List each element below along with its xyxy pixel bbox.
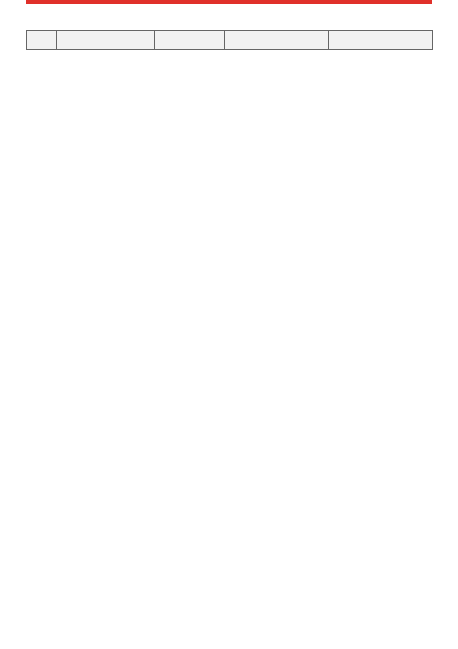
header-no xyxy=(27,31,57,50)
header-group xyxy=(155,31,225,50)
award-table xyxy=(26,30,433,50)
header-title xyxy=(225,31,329,50)
table-header-row xyxy=(27,31,433,50)
header-members xyxy=(329,31,433,50)
header-company xyxy=(57,31,155,50)
highlight-box xyxy=(26,0,432,4)
